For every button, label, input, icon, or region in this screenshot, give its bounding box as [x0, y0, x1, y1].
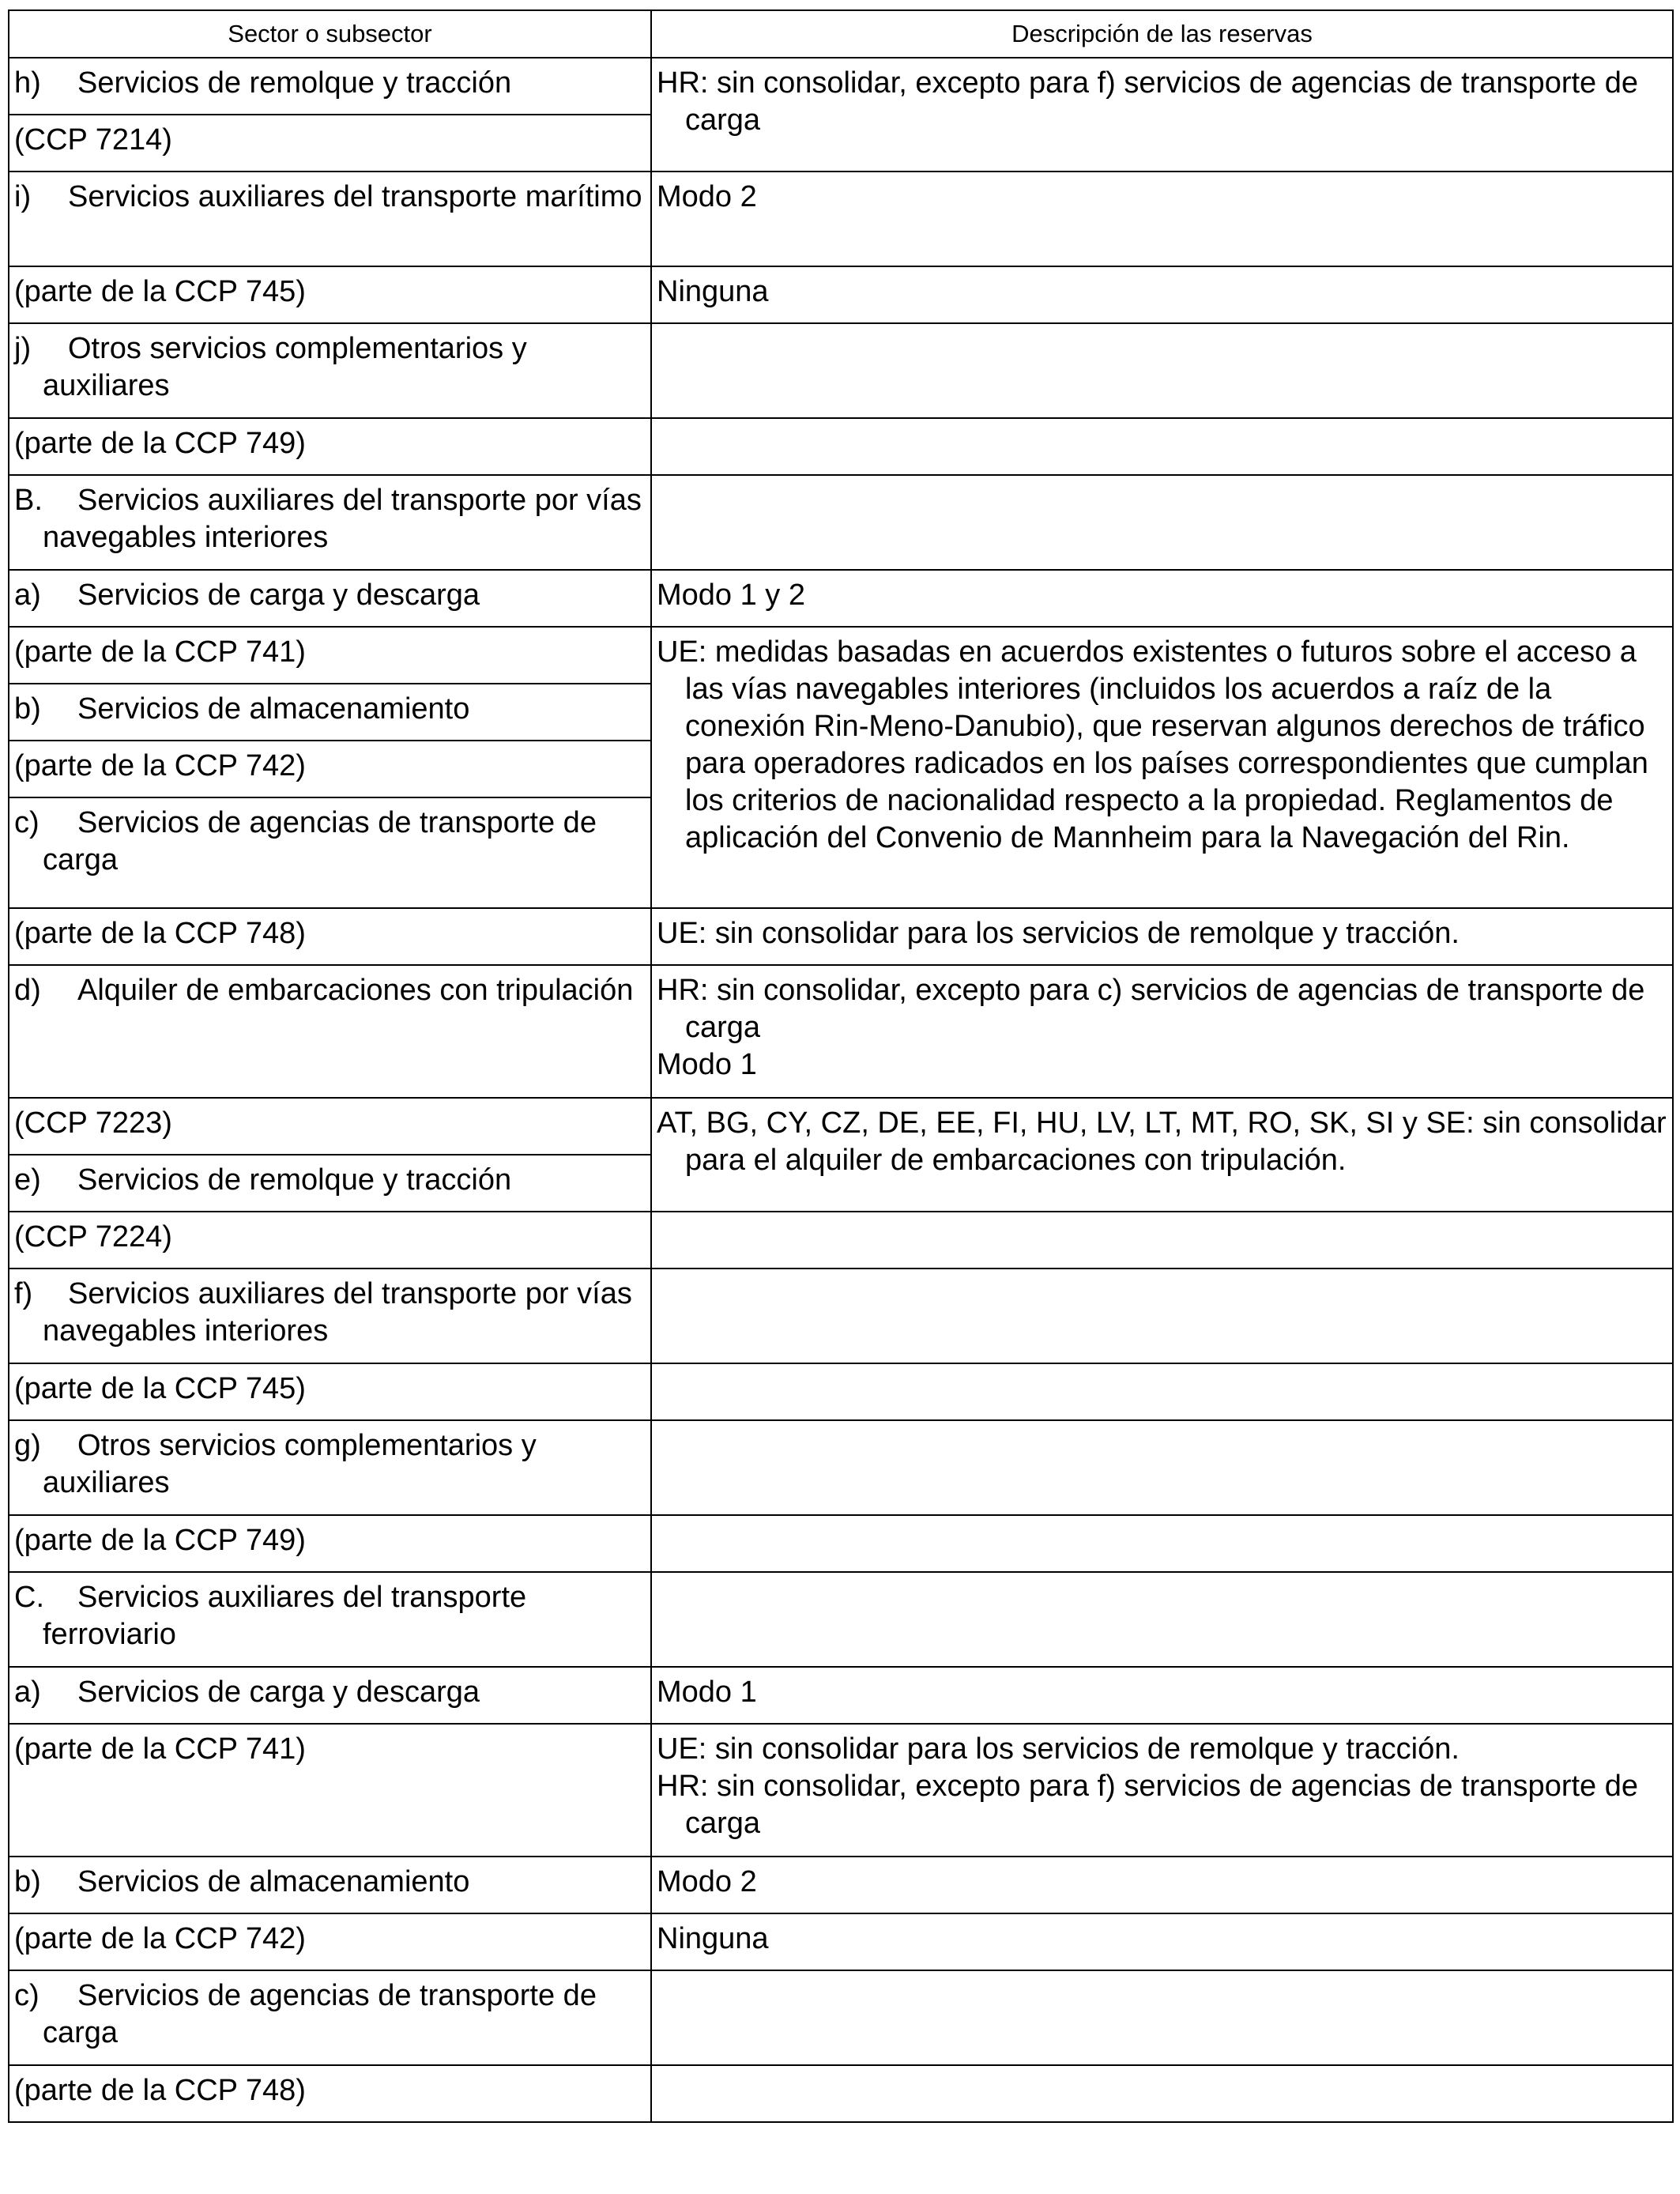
- sector-cell: [9, 1155, 651, 1212]
- sector-cell: [9, 684, 651, 741]
- item-label: e): [14, 1163, 41, 1197]
- item-text: Servicios auxiliares del transporte por vías navegables interiores: [43, 484, 642, 554]
- item-text: Otros servicios complementarios y auxiliares: [43, 1429, 537, 1499]
- description-text: AT, BG, CY, CZ, DE, EE, FI, HU, LV, LT, MT, RO, SK, SI y SE: sin consolidar para el alquiler de embarcaciones con tripulación.: [657, 1106, 1667, 1177]
- sector-cell: [9, 627, 651, 684]
- sector-cell: [9, 58, 651, 115]
- sector-cell: [9, 797, 651, 908]
- table-row: [9, 1212, 1673, 1269]
- table-row: [9, 627, 1673, 684]
- sector-cell: [9, 475, 651, 570]
- description-text: UE: sin consolidar para los servicios de remolque y tracción.: [657, 917, 1460, 950]
- sector-cell: [9, 1913, 651, 1970]
- header-sector: Sector o subsector: [9, 10, 651, 58]
- description-cell: [651, 908, 1673, 965]
- sector-cell: [9, 1420, 651, 1515]
- table-row: [9, 1572, 1673, 1667]
- item-text: (parte de la CCP 741): [14, 1732, 306, 1766]
- sector-cell: [9, 1515, 651, 1572]
- item-text: (CCP 7214): [14, 123, 172, 156]
- table-row: [9, 1667, 1673, 1724]
- item-text: Servicios de carga y descarga: [77, 1676, 480, 1709]
- description-cell: [651, 323, 1673, 418]
- item-text: (parte de la CCP 742): [14, 749, 306, 782]
- description-cell: [651, 1857, 1673, 1913]
- item-text: Servicios de remolque y tracción: [77, 66, 512, 100]
- table-row: [9, 908, 1673, 965]
- table-row: [9, 1098, 1673, 1155]
- item-label: d): [14, 974, 41, 1007]
- table-row: [9, 1970, 1673, 2065]
- item-label: i): [14, 180, 32, 213]
- table-row: [9, 266, 1673, 323]
- sector-cell: [9, 1667, 651, 1724]
- sector-cell: [9, 741, 651, 797]
- sector-cell: [9, 1724, 651, 1857]
- description-cell: [651, 1572, 1673, 1667]
- item-label: C.: [14, 1581, 44, 1614]
- item-label: b): [14, 1865, 41, 1898]
- table-row: [9, 1420, 1673, 1515]
- table-row: [9, 965, 1673, 1098]
- description-text: Modo 1: [657, 1048, 757, 1081]
- description-text: Modo 2: [657, 1865, 757, 1898]
- item-label: f): [14, 1277, 33, 1310]
- item-text: Servicios de almacenamiento: [77, 1865, 470, 1898]
- table-row: [9, 1269, 1673, 1363]
- table-row: [9, 1724, 1673, 1857]
- description-cell: [651, 965, 1673, 1098]
- description-cell: [651, 172, 1673, 266]
- sector-cell: [9, 418, 651, 475]
- item-text: (parte de la CCP 745): [14, 275, 306, 308]
- description-text: Ninguna: [657, 1922, 769, 1955]
- description-cell: [651, 1212, 1673, 1269]
- item-text: (parte de la CCP 741): [14, 635, 306, 669]
- sector-cell: [9, 2065, 651, 2122]
- sector-cell: [9, 266, 651, 323]
- description-text: UE: sin consolidar para los servicios de remolque y tracción.: [657, 1732, 1460, 1766]
- item-text: Servicios de agencias de transporte de carga: [43, 1979, 597, 2049]
- description-cell: [651, 2065, 1673, 2122]
- item-text: (parte de la CCP 749): [14, 1524, 306, 1557]
- item-text: Servicios auxiliares del transporte ferroviario: [43, 1581, 527, 1651]
- sector-cell: [9, 965, 651, 1098]
- item-text: (CCP 7224): [14, 1220, 172, 1253]
- item-text: (parte de la CCP 748): [14, 917, 306, 950]
- item-text: (parte de la CCP 748): [14, 2074, 306, 2107]
- sector-cell: [9, 323, 651, 418]
- description-cell: [651, 1420, 1673, 1515]
- table-row: [9, 2065, 1673, 2122]
- sector-cell: [9, 570, 651, 627]
- item-label: B.: [14, 484, 43, 517]
- item-label: g): [14, 1429, 41, 1462]
- sector-cell: [9, 1212, 651, 1269]
- table-row: [9, 475, 1673, 570]
- description-text: HR: sin consolidar, excepto para f) servicios de agencias de transporte de carga: [657, 66, 1638, 137]
- description-cell: [651, 1724, 1673, 1857]
- description-text: UE: medidas basadas en acuerdos existentes o futuros sobre el acceso a las vías navegables interiores (incluidos los acuerdos a raíz de la conexión Rin-Meno-Danubio), que reservan algunos derechos de tráfico para operadores radicados en los países correspondientes que cumplan los criterios de nacionalidad respecto a la propiedad. Reglamentos de aplicación del Convenio de Mannheim para la Navegación del Rin.: [657, 635, 1648, 854]
- description-cell: [651, 627, 1673, 908]
- sector-cell: [9, 908, 651, 965]
- sector-cell: [9, 172, 651, 266]
- table-header-row: [9, 10, 1673, 58]
- item-text: Servicios de remolque y tracción: [77, 1163, 512, 1197]
- sector-cell: [9, 1269, 651, 1363]
- item-text: (parte de la CCP 749): [14, 427, 306, 460]
- table-row: [9, 418, 1673, 475]
- reservations-document: [8, 9, 1674, 2123]
- description-text: HR: sin consolidar, excepto para f) servicios de agencias de transporte de carga: [657, 1770, 1638, 1840]
- description-cell: [651, 1269, 1673, 1363]
- item-label: h): [14, 66, 41, 100]
- item-text: (parte de la CCP 742): [14, 1922, 306, 1955]
- item-label: c): [14, 806, 40, 839]
- description-cell: [651, 570, 1673, 627]
- description-text: HR: sin consolidar, excepto para c) servicios de agencias de transporte de carga: [657, 974, 1645, 1044]
- sector-cell: [9, 1363, 651, 1420]
- item-label: a): [14, 1676, 41, 1709]
- reservations-table: [8, 9, 1674, 2123]
- description-text: Modo 1 y 2: [657, 579, 805, 612]
- description-cell: [651, 58, 1673, 172]
- item-text: Servicios de carga y descarga: [77, 579, 480, 612]
- item-text: Servicios auxiliares del transporte marítimo: [68, 180, 642, 213]
- description-text: Modo 1: [657, 1676, 757, 1709]
- description-cell: [651, 1913, 1673, 1970]
- description-cell: [651, 1970, 1673, 2065]
- table-row: [9, 172, 1673, 266]
- description-cell: [651, 1098, 1673, 1212]
- description-text: Ninguna: [657, 275, 769, 308]
- description-cell: [651, 418, 1673, 475]
- item-text: Servicios de almacenamiento: [77, 692, 470, 726]
- item-text: Otros servicios complementarios y auxiliares: [43, 332, 527, 402]
- table-row: [9, 58, 1673, 115]
- table-row: [9, 323, 1673, 418]
- item-text: Alquiler de embarcaciones con tripulación: [77, 974, 634, 1007]
- item-label: a): [14, 579, 41, 612]
- description-cell: [651, 1515, 1673, 1572]
- description-cell: [651, 1667, 1673, 1724]
- description-cell: [651, 475, 1673, 570]
- item-label: j): [14, 332, 32, 365]
- table-row: [9, 1913, 1673, 1970]
- sector-cell: [9, 1572, 651, 1667]
- table-row: [9, 1515, 1673, 1572]
- item-text: Servicios auxiliares del transporte por vías navegables interiores: [43, 1277, 632, 1348]
- sector-cell: [9, 1857, 651, 1913]
- item-text: (CCP 7223): [14, 1106, 172, 1140]
- table-row: [9, 1857, 1673, 1913]
- table-row: [9, 1363, 1673, 1420]
- sector-cell: [9, 115, 651, 172]
- description-text: Modo 2: [657, 180, 757, 213]
- sector-cell: [9, 1098, 651, 1155]
- item-label: b): [14, 692, 41, 726]
- description-cell: [651, 266, 1673, 323]
- item-text: (parte de la CCP 745): [14, 1372, 306, 1405]
- description-cell: [651, 1363, 1673, 1420]
- header-description: Descripción de las reservas: [651, 10, 1673, 58]
- item-text: Servicios de agencias de transporte de carga: [43, 806, 597, 876]
- item-label: c): [14, 1979, 40, 2012]
- sector-cell: [9, 1970, 651, 2065]
- table-row: [9, 570, 1673, 627]
